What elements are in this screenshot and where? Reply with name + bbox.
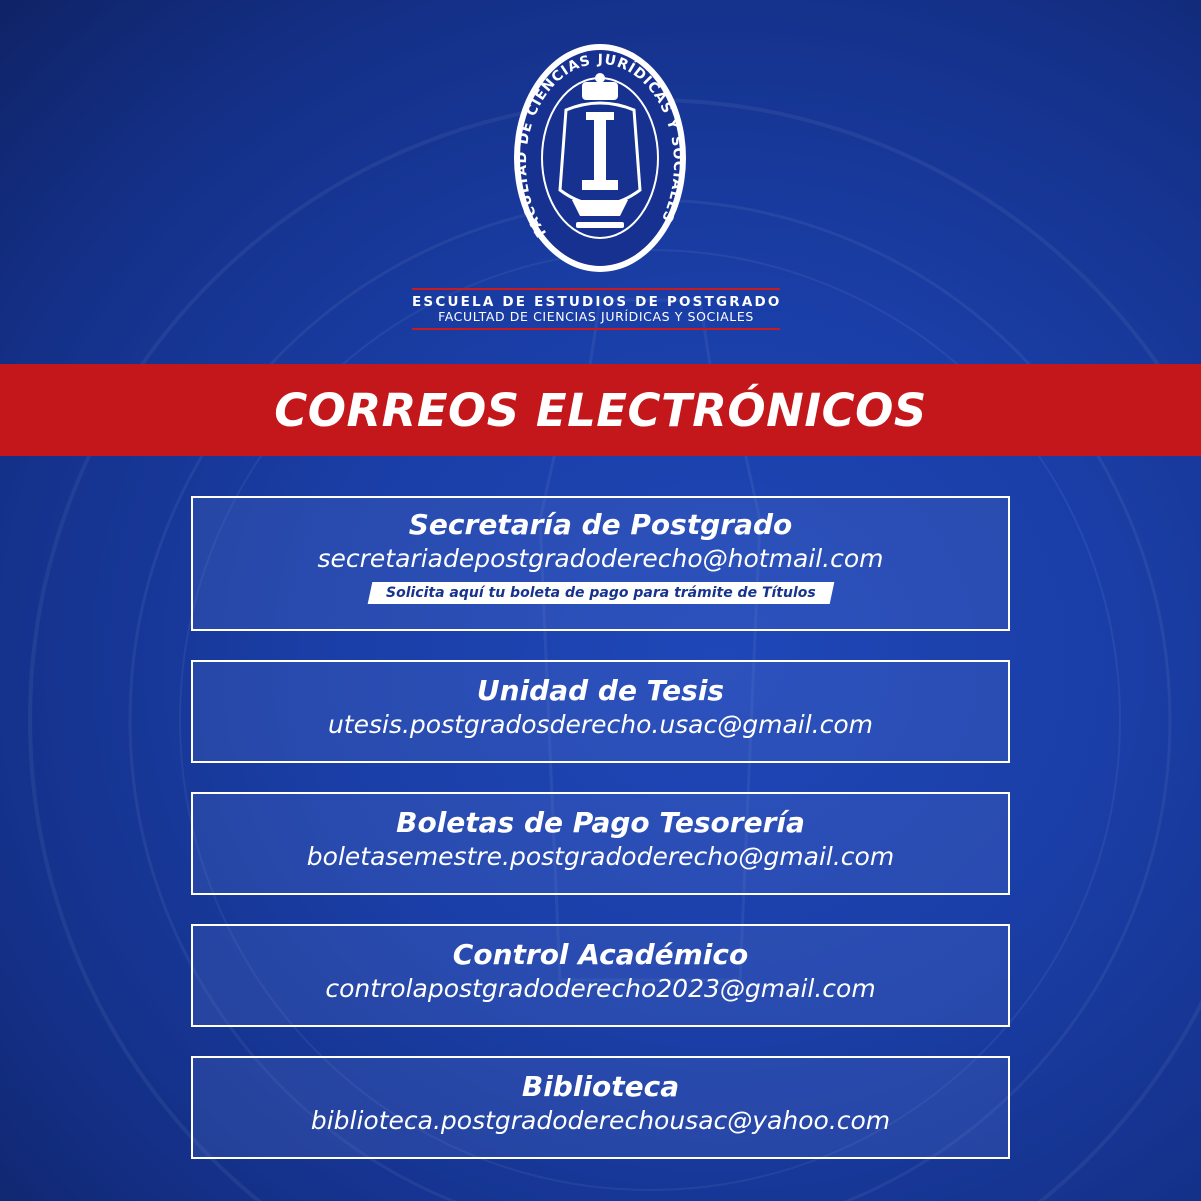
contact-email[interactable]: controlapostgradoderecho2023@gmail.com [325, 974, 876, 1003]
school-name-block [412, 288, 780, 330]
contact-email[interactable]: secretariadepostgradoderecho@hotmail.com [317, 544, 884, 573]
payment-note-text: Solicita aquí tu boleta de pago para trámite de Títulos [385, 585, 816, 601]
school-name: ESCUELA DE ESTUDIOS DE POSTGRADO [412, 294, 782, 310]
contact-card-tesis [191, 660, 1010, 763]
contact-title: Secretaría de Postgrado [408, 508, 793, 541]
contact-card-tesoreria [191, 792, 1010, 895]
title-banner [0, 364, 1201, 456]
faculty-name: FACULTAD DE CIENCIAS JURÍDICAS Y SOCIALES [438, 309, 754, 324]
contact-card-secretaria [191, 496, 1010, 631]
page-title: CORREOS ELECTRÓNICOS [274, 383, 927, 437]
contact-title: Boletas de Pago Tesorería [396, 806, 805, 839]
payment-note-badge [367, 582, 833, 604]
contact-title: Biblioteca [521, 1070, 680, 1103]
svg-text:FACULTAD DE CIENCIAS JURÍDICAS: FACULTAD DE CIENCIAS JURÍDICAS Y SOCIALES [513, 51, 687, 240]
contact-email[interactable]: utesis.postgradosderecho.usac@gmail.com [327, 710, 874, 739]
contact-title: Unidad de Tesis [476, 674, 725, 707]
faculty-crest-icon [510, 40, 690, 276]
contact-title: Control Académico [452, 938, 749, 971]
contact-email[interactable]: biblioteca.postgradoderechousac@yahoo.com [310, 1106, 891, 1135]
contact-email[interactable]: boletasemestre.postgradoderecho@gmail.com [306, 842, 895, 871]
contact-card-biblioteca [191, 1056, 1010, 1159]
contact-card-control-academico [191, 924, 1010, 1027]
